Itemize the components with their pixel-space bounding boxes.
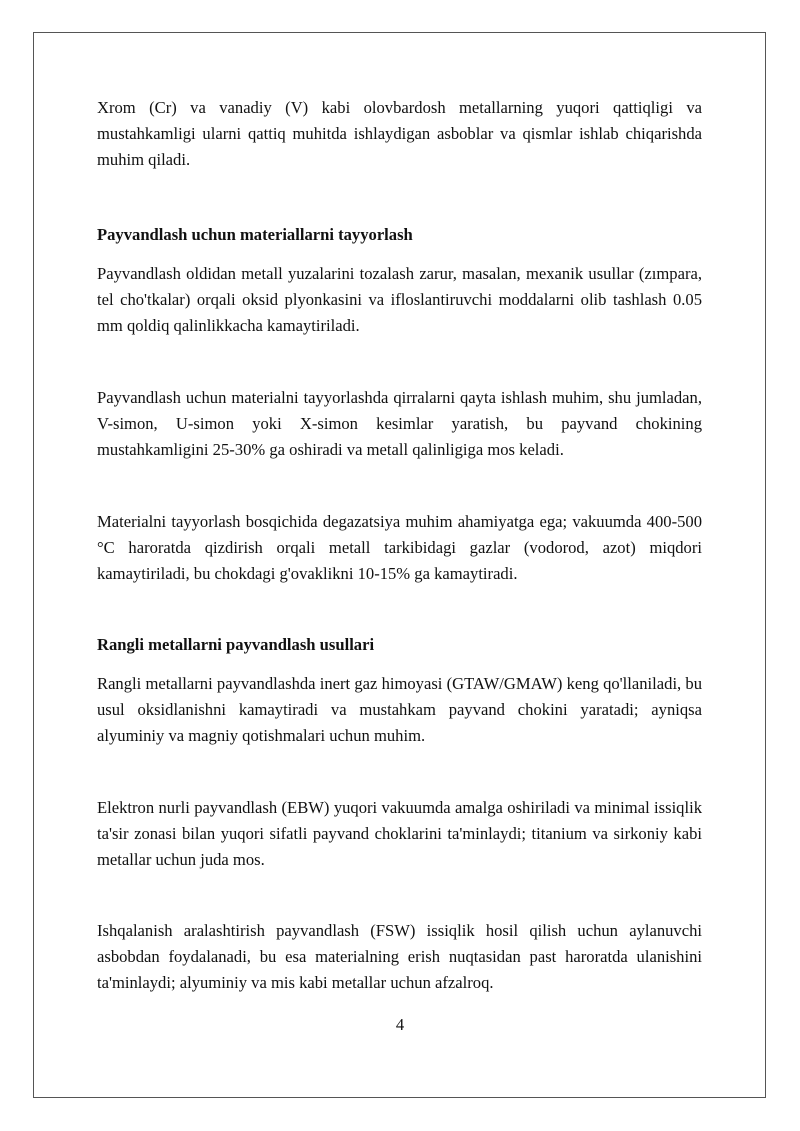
page-content — [97, 95, 702, 996]
section-heading-nonferrous-welding: Rangli metallarni payvandlash usullari — [97, 635, 375, 654]
paragraph-edge-preparation: Payvandlash uchun materialni tayyorlashda qirralarni qayta ishlash muhim, shu jumladan, V-simon, U-simon yoki X-simon kesimlar yaratish, bu payvand chokining mustahkamligini 25-30% ga oshiradi va metall qalinligiga mos keladi. — [97, 388, 702, 459]
paragraph-inert-gas-welding: Rangli metallarni payvandlashda inert gaz himoyasi (GTAW/GMAW) keng qo'llaniladi, bu usul oksidlanishni kamaytiradi va mustahkam payvand chokini yaratadi; ayniqsa alyuminiy va magniy qotishmalari uchun muhim. — [97, 674, 702, 745]
paragraph-chromium-vanadium: Xrom (Cr) va vanadiy (V) kabi olovbardosh metallarning yuqori qattiqligi va mustahkamligi ularni qattiq muhitda ishlaydigan asboblar va qismlar ishlab chiqarishda muhim qiladi. — [97, 98, 702, 169]
section-heading-material-preparation: Payvandlash uchun materiallarni tayyorlash — [97, 225, 413, 244]
paragraph-electron-beam-welding: Elektron nurli payvandlash (EBW) yuqori vakuumda amalga oshiriladi va minimal issiqlik ta'sir zonasi bilan yuqori sifatli payvand choklarini ta'minlaydi; titanium va sirkoniy kabi metallar uchun juda mos. — [97, 798, 702, 869]
page-number: 4 — [395, 1015, 405, 1034]
paragraph-friction-stir-welding: Ishqalanish aralashtirish payvandlash (FSW) issiqlik hosil qilish uchun aylanuvchi asbobdan foydalanadi, bu esa materialning erish nuqtasidan past haroratda ulanishini ta'minlaydi; alyuminiy va mis kabi metallar uchun afzalroq. — [97, 921, 702, 992]
paragraph-surface-cleaning: Payvandlash oldidan metall yuzalarini tozalash zarur, masalan, mexanik usullar (zımpara, tel cho'tkalar) orqali oksid plyonkasini va ifloslantiruvchi moddalarni olib tashlash 0.05 mm qoldiq qalinlikkacha kamaytiriladi. — [97, 264, 702, 335]
paragraph-degassing: Materialni tayyorlash bosqichida degazatsiya muhim ahamiyatga ega; vakuumda 400-500 °C haroratda qizdirish orqali metall tarkibidagi gazlar (vodorod, azot) miqdori kamaytiriladi, bu chokdagi g'ovaklikni 10-15% ga kamaytiradi. — [97, 512, 702, 583]
